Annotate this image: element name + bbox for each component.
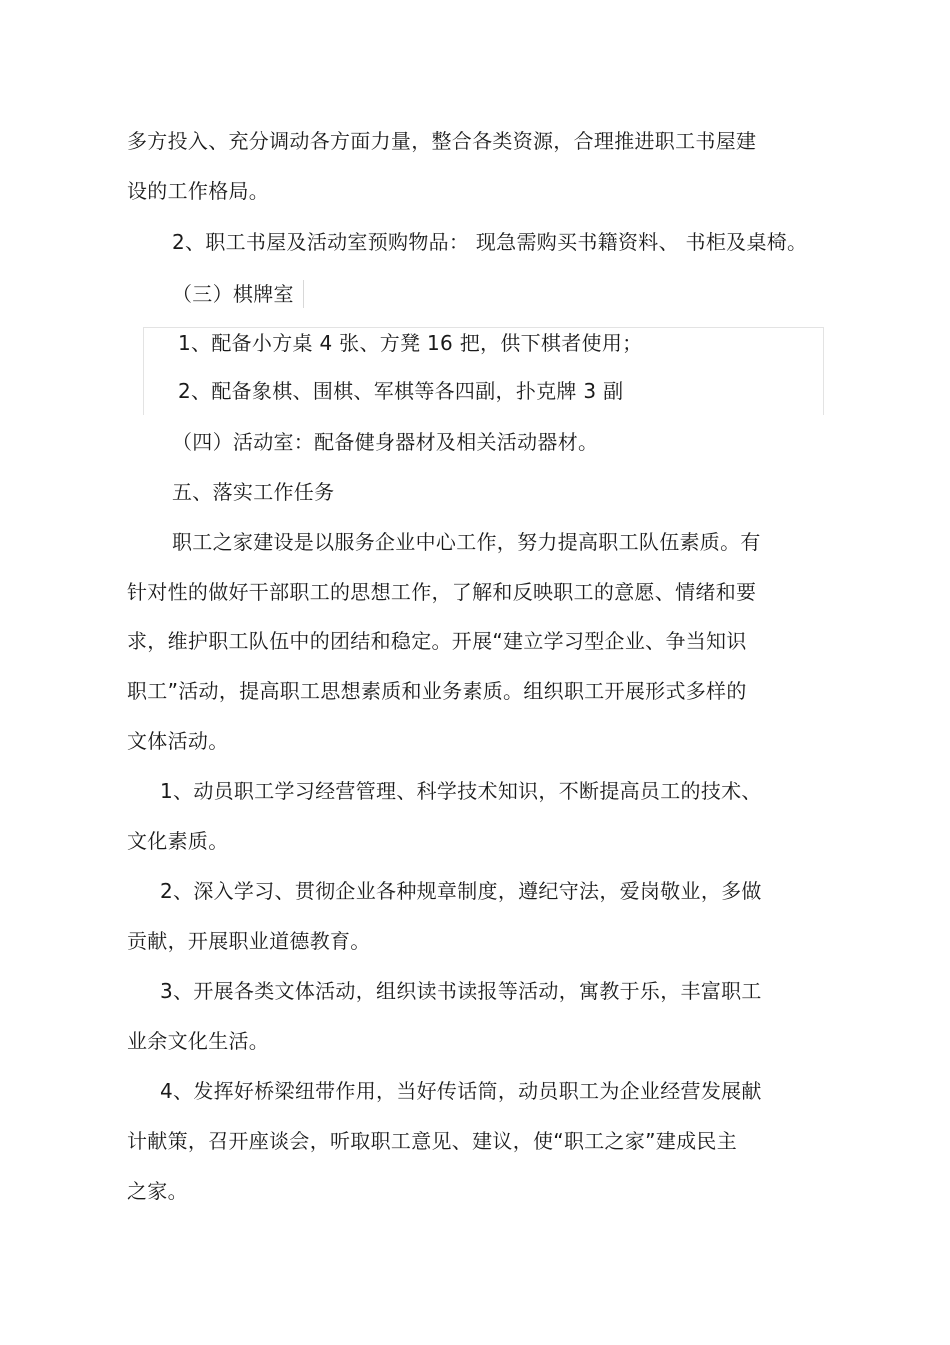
- paragraph-line: 职工之家建设是以服务企业中心工作，努力提高职工队伍素质。有: [172, 530, 761, 554]
- list-item: 1、动员职工学习经营管理、科学技术知识，不断提高员工的技术、: [160, 779, 762, 803]
- list-item: 2、深入学习、贯彻企业各种规章制度，遵纪守法，爱岗敬业，多做: [160, 879, 762, 903]
- paragraph-line: 计献策，召开座谈会，听取职工意见、建议，使“职工之家”建成民主: [127, 1129, 738, 1153]
- paragraph-line: 设的工作格局。: [127, 179, 270, 203]
- section-heading: （四）活动室：配备健身器材及相关活动器材。: [172, 430, 599, 454]
- heading-divider: [303, 280, 304, 308]
- paragraph-line: 多方投入、充分调动各方面力量，整合各类资源，合理推进职工书屋建: [127, 129, 757, 153]
- paragraph-line: 文体活动。: [127, 729, 229, 753]
- table-row: 1、配备小方桌 4 张、方凳 16 把，供下棋者使用；: [178, 331, 643, 355]
- paragraph-line: 针对性的做好干部职工的思想工作，了解和反映职工的意愿、情绪和要: [127, 580, 757, 604]
- paragraph-line: 业余文化生活。: [127, 1029, 270, 1053]
- paragraph-line: 之家。: [127, 1179, 188, 1203]
- list-item: 4、发挥好桥梁纽带作用，当好传话筒，动员职工为企业经营发展献: [160, 1079, 762, 1103]
- paragraph-line: 职工”活动，提高职工思想素质和业务素质。组织职工开展形式多样的: [127, 679, 747, 703]
- section-heading: 五、落实工作任务: [172, 480, 335, 504]
- section-heading: （三）棋牌室: [172, 282, 294, 306]
- paragraph-line: 文化素质。: [127, 829, 229, 853]
- paragraph-line: 贡献，开展职业道德教育。: [127, 929, 371, 953]
- list-item: 2、职工书屋及活动室预购物品： 现急需购买书籍资料、 书柜及桌椅。: [172, 230, 808, 254]
- table-row: 2、配备象棋、围棋、军棋等各四副，扑克牌 3 副: [178, 379, 624, 403]
- paragraph-line: 求，维护职工队伍中的团结和稳定。开展“建立学习型企业、争当知识: [127, 629, 747, 653]
- list-item: 3、开展各类文体活动，组织读书读报等活动，寓教于乐，丰富职工: [160, 979, 762, 1003]
